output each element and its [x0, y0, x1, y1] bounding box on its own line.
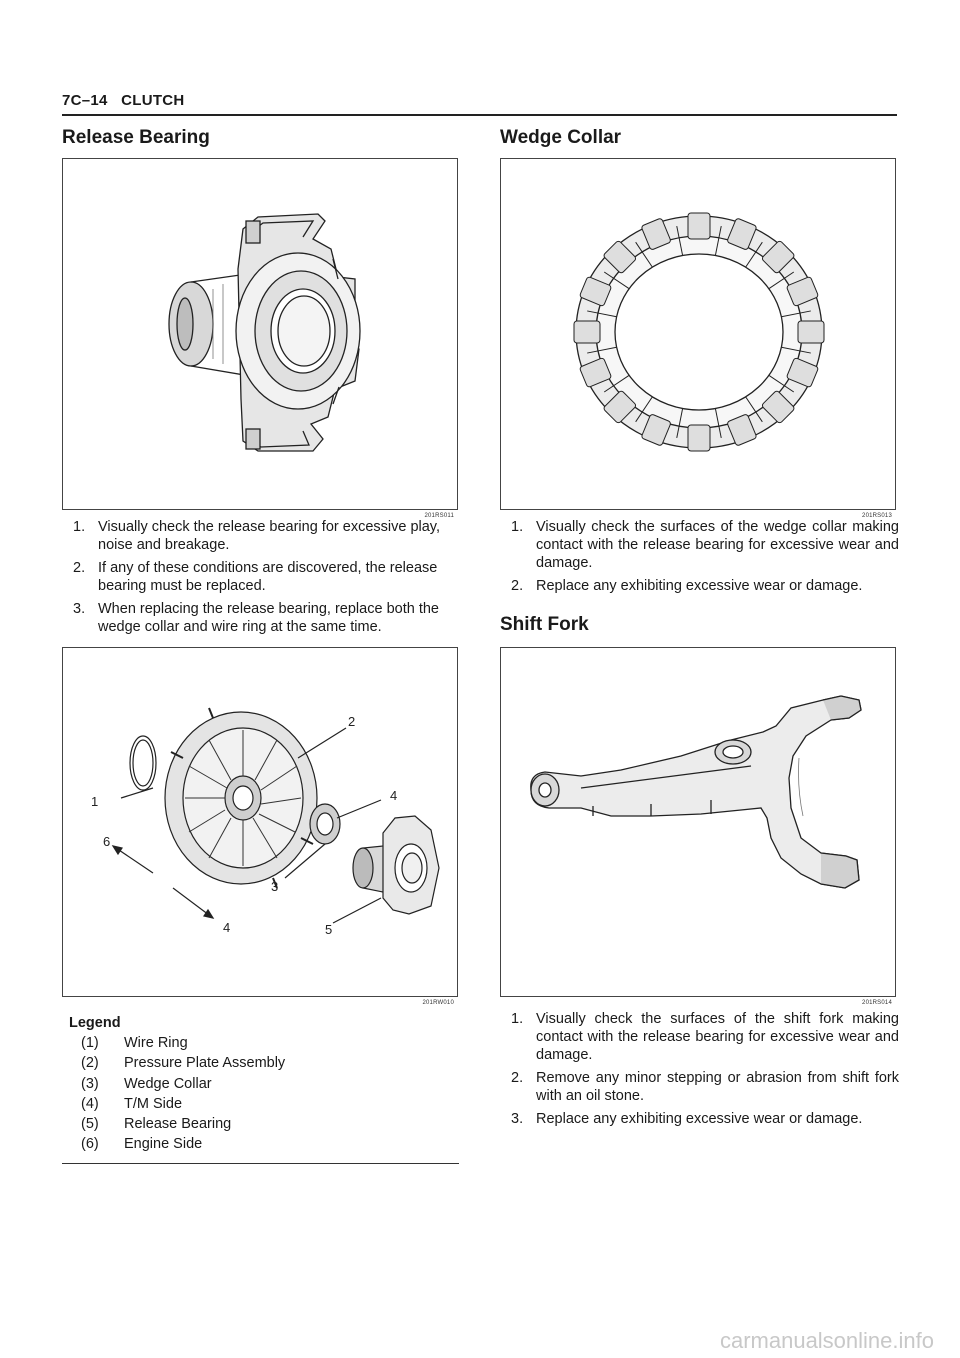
legend-item: (1) Wire Ring — [81, 1035, 188, 1051]
wedge-collar-steps — [511, 518, 899, 600]
wedge-collar-title: Wedge Collar — [500, 127, 622, 148]
wire-ring-shape — [130, 736, 156, 790]
section-number: 7C–14 — [62, 92, 108, 109]
wedge-segment — [574, 321, 600, 343]
watermark: carmanualsonline.info — [719, 1328, 934, 1353]
chapter-title: CLUTCH — [121, 92, 185, 109]
list-item: 2. Remove any minor stepping or abrasion from shift fork with an oil stone. — [511, 1070, 899, 1104]
legend-item: (4) T/M Side — [81, 1095, 183, 1112]
callout-1: 1 — [91, 794, 99, 809]
clutch-assembly-figure — [62, 647, 458, 1006]
callout-4-top: 4 — [390, 788, 398, 803]
shift-fork-steps — [511, 1010, 899, 1133]
shift-fork-figure — [500, 647, 896, 1006]
list-item: 1. Visually check the surfaces of the wedge collar making contact with the release bearing for excessive wear and damage. — [511, 519, 899, 571]
list-item: 1. Visually check the surfaces of the shift fork making contact with the release bearing for excessive wear and damage. — [511, 1011, 899, 1063]
page-header — [62, 92, 185, 109]
list-item: 1. Visually check the release bearing for excessive play, noise and breakage. — [73, 519, 441, 553]
wedge-segment — [798, 321, 824, 343]
release-bearing-title: Release Bearing — [62, 127, 210, 148]
callout-2: 2 — [348, 714, 356, 729]
legend-item: (3) Wedge Collar — [81, 1075, 212, 1092]
wedge-collar-illustration — [501, 159, 897, 511]
list-item: 3. When replacing the release bearing, replace both the wedge collar and wire ring at the same time. — [73, 601, 439, 635]
shift-fork-illustration — [501, 648, 897, 998]
list-item: 2. Replace any exhibiting excessive wear or damage. — [511, 578, 863, 594]
release-bearing-steps — [73, 518, 461, 641]
legend-item: (5) Release Bearing — [81, 1116, 232, 1133]
callout-3: 3 — [271, 879, 279, 894]
callout-4-bottom: 4 — [223, 920, 231, 935]
callout-6: 6 — [103, 834, 111, 849]
release-bearing-illustration — [63, 159, 459, 511]
header-rule — [62, 114, 897, 116]
release-bearing-figure — [62, 158, 458, 519]
clutch-assembly-illustration — [63, 648, 459, 998]
figure-id: 201RW010 — [422, 1000, 454, 1006]
legend-item: (2) Pressure Plate Assembly — [81, 1055, 286, 1072]
legend-rule — [62, 1163, 459, 1164]
wedge-collar-figure — [500, 158, 896, 519]
callout-5: 5 — [325, 922, 333, 937]
shift-fork-title: Shift Fork — [500, 614, 589, 635]
figure-id: 201RS013 — [862, 513, 892, 519]
legend-title: Legend — [69, 1015, 121, 1031]
figure-id: 201RS014 — [862, 1000, 892, 1006]
legend-list — [81, 1033, 451, 1155]
list-item: 3. Replace any exhibiting excessive wear or damage. — [511, 1111, 863, 1127]
wedge-segment — [688, 213, 710, 239]
legend-item: (6) Engine Side — [81, 1136, 203, 1153]
list-item: 2. If any of these conditions are discovered, the release bearing must be replaced. — [73, 560, 438, 594]
figure-id: 201RS011 — [424, 513, 454, 519]
wedge-segment — [688, 425, 710, 451]
